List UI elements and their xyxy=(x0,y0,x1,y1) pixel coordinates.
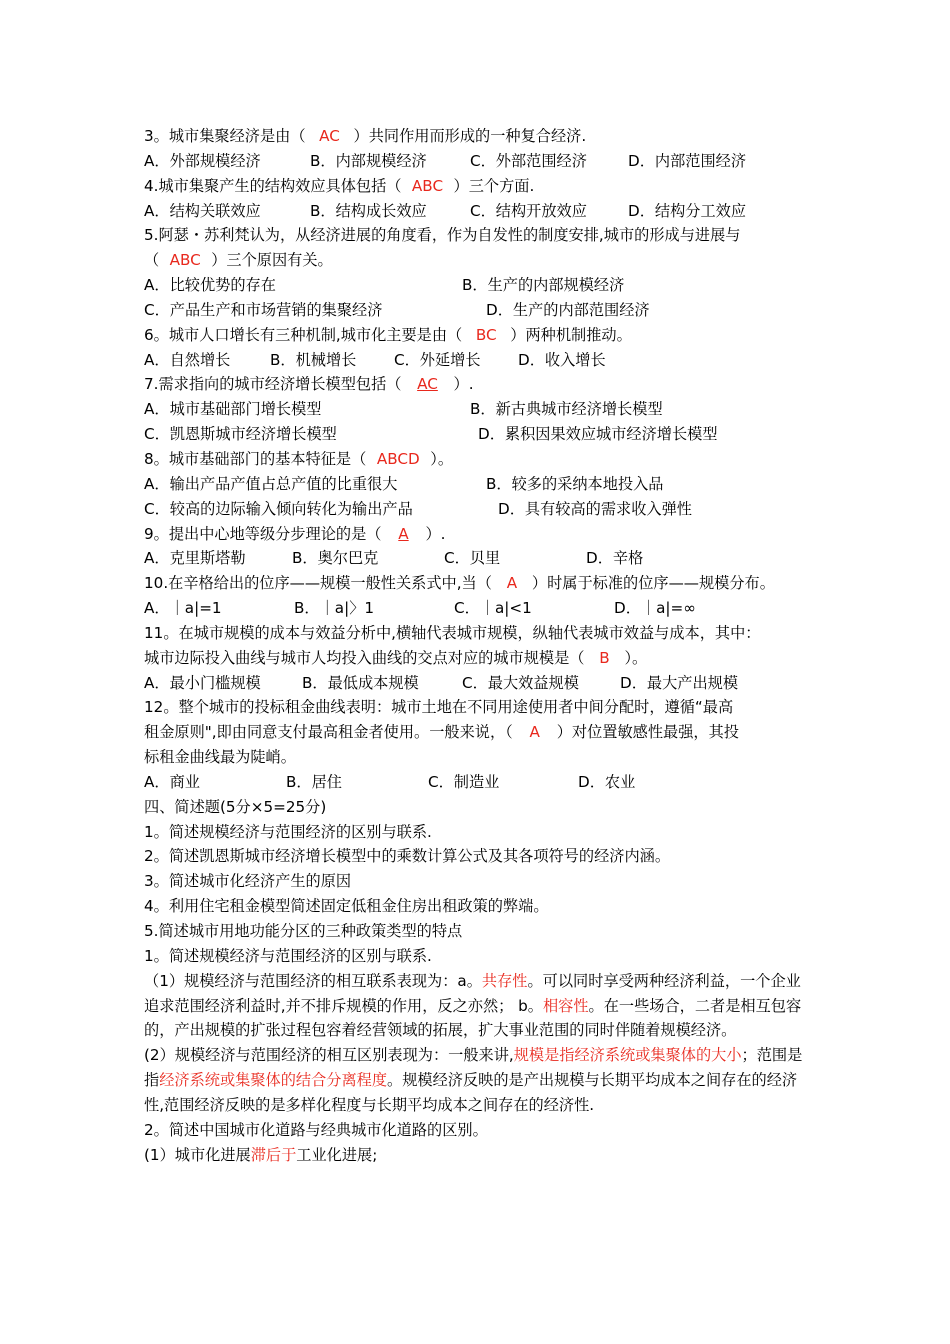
answer-1-p2-highlight-1: 规模是指经济系统或集聚体的大小 xyxy=(513,1046,742,1065)
question-12-cont xyxy=(144,720,814,745)
question-9 xyxy=(144,522,814,547)
answer-1-paragraph-1 xyxy=(144,969,814,1044)
question-12 xyxy=(144,695,814,720)
q5-option-d: D．生产的内部范围经济 xyxy=(486,300,650,319)
q7-answer: AC xyxy=(417,375,438,394)
question-5-cont xyxy=(144,248,814,273)
q4-stem-start: 4.城市集聚产生的结构效应具体包括（ xyxy=(144,176,402,195)
q4-option-c: C．结构开放效应 xyxy=(470,201,587,220)
q7-options-row1 xyxy=(144,397,814,422)
q7-stem-start: 7.需求指向的城市经济增长模型包括（ xyxy=(144,375,402,394)
section-4-question-1: 1。简述规模经济与范围经济的区别与联系. xyxy=(144,822,432,841)
q12-stem-line1: 12。整个城市的投标租金曲线表明：城市土地在不同用途使用者中间分配时，遵循“最高 xyxy=(144,698,734,717)
q11-stem-start: 城市边际投入曲线与城市人均投入曲线的交点对应的城市规模是（ xyxy=(144,648,585,667)
q11-option-d: D．最大产出规模 xyxy=(620,673,739,692)
q3-option-c: C．外部范围经济 xyxy=(470,151,587,170)
q9-answer: A xyxy=(398,524,409,543)
q8-answer: ABCD xyxy=(376,449,420,468)
q4-options xyxy=(144,199,814,224)
q10-options xyxy=(144,596,814,621)
q6-option-a: A．自然增长 xyxy=(144,350,231,369)
q12-option-c: C．制造业 xyxy=(428,772,500,791)
q8-option-c: C．较高的边际输入倾向转化为输出产品 xyxy=(144,499,413,518)
q5-option-b: B．生产的内部规模经济 xyxy=(462,276,625,295)
q6-option-d: D．收入增长 xyxy=(518,350,606,369)
q12-stem-end: ）对位置敏感性最强，其投 xyxy=(556,723,739,742)
section-4-question-2: 2。简述凯恩斯城市经济增长模型中的乘数计算公式及其各项符号的经济内涵。 xyxy=(144,847,671,866)
question-4 xyxy=(144,174,814,199)
q11-stem-end: ）。 xyxy=(624,648,648,667)
q11-option-c: C．最大效益规模 xyxy=(462,673,579,692)
q8-options-row2 xyxy=(144,497,814,522)
q7-option-b: B．新古典城市经济增长模型 xyxy=(470,400,663,419)
q4-stem-end: ）三个方面. xyxy=(453,176,535,195)
q9-option-b: B．奥尔巴克 xyxy=(292,549,379,568)
question-10 xyxy=(144,571,814,596)
answer-2-p1-text-a: (1）城市化进展 xyxy=(144,1145,251,1164)
q6-options xyxy=(144,348,814,373)
q12-stem-line3: 标租金曲线最为陡峭。 xyxy=(144,748,296,767)
q5-options-row1 xyxy=(144,273,814,298)
q6-answer: BC xyxy=(475,325,497,344)
q11-option-a: A．最小门槛规模 xyxy=(144,673,261,692)
answer-1-p2-text-b: ；范围是指 xyxy=(144,1046,803,1090)
q8-option-d: D．具有较高的需求收入弹性 xyxy=(498,499,692,518)
q5-option-a: A．比较优势的存在 xyxy=(144,276,276,295)
section-4-title: 四、简述题(5分×5=25分) xyxy=(144,797,327,816)
q12-option-d: D．农业 xyxy=(578,772,636,791)
document-page xyxy=(144,124,814,1167)
q3-option-d: D．内部范围经济 xyxy=(628,151,747,170)
answer-1-p2-highlight-2: 经济系统或集聚体的结合分离程度 xyxy=(159,1071,387,1090)
q12-option-a: A．商业 xyxy=(144,772,200,791)
question-12-cont2 xyxy=(144,745,814,770)
q10-option-b: B．｜a|〉1 xyxy=(294,599,375,618)
answer-1-paragraph-2 xyxy=(144,1043,814,1118)
question-8 xyxy=(144,447,814,472)
q4-option-d: D．结构分工效应 xyxy=(628,201,747,220)
q6-stem-start: 6。城市人口增长有三种机制,城市化主要是由（ xyxy=(144,325,463,344)
q7-stem-end: ）. xyxy=(453,375,474,394)
section-4-question-4: 4。利用住宅租金模型简述固定低租金住房出租政策的弊端。 xyxy=(144,897,549,916)
q12-options xyxy=(144,770,814,795)
q10-option-d: D．｜a|=∞ xyxy=(614,599,696,618)
q8-stem-end: ）。 xyxy=(430,449,454,468)
q12-answer: A xyxy=(529,723,540,742)
q8-option-a: A．输出产品产值占总产值的比重很大 xyxy=(144,474,398,493)
q11-options xyxy=(144,671,814,696)
q10-option-a: A．｜a|=1 xyxy=(144,599,222,618)
section-4-question-5: 5.简述城市用地功能分区的三种政策类型的特点 xyxy=(144,922,463,940)
q11-option-b: B．最低成本规模 xyxy=(302,673,419,692)
answer-1-p1-highlight-1: 共存性 xyxy=(481,971,528,990)
answer-1-p2-text-c: 。规模经济反映的是产出规模与长期平均成本之间存在的经济性,范围经济反映的是多样化程度与长期平均成本之间存在的经济性. xyxy=(144,1071,798,1114)
q9-options xyxy=(144,546,814,571)
q5-answer: ABC xyxy=(169,251,201,270)
q4-option-b: B．结构成长效应 xyxy=(310,201,427,220)
q10-answer: A xyxy=(506,574,518,593)
q8-option-b: B．较多的采纳本地投入品 xyxy=(486,474,664,493)
q7-option-d: D．累积因果效应城市经济增长模型 xyxy=(478,425,718,444)
answer-2-p1-text-b: 工业化进展; xyxy=(296,1145,378,1164)
q9-stem-end: ）. xyxy=(425,524,446,543)
answer-1-title: 1。简述规模经济与范围经济的区别与联系. xyxy=(144,946,432,965)
answer-1-p2-text-a: (2）规模经济与范围经济的相互区别表现为：一般来讲, xyxy=(144,1046,514,1065)
q3-option-a: A．外部规模经济 xyxy=(144,151,261,170)
question-6 xyxy=(144,323,814,348)
q3-stem-start: 3。城市集聚经济是由（ xyxy=(144,127,306,145)
q7-option-c: C．凯恩斯城市经济增长模型 xyxy=(144,425,337,444)
q10-option-c: C．｜a|<1 xyxy=(454,599,532,618)
q7-option-a: A．城市基础部门增长模型 xyxy=(144,400,322,419)
answer-1-p1-text-a: （1）规模经济与范围经济的相互联系表现为：a。 xyxy=(144,971,482,990)
q9-option-a: A．克里斯塔勒 xyxy=(144,549,246,568)
q11-stem-line1: 11。在城市规模的成本与效益分析中,横轴代表城市规模，纵轴代表城市效益与成本，其中： xyxy=(144,623,761,642)
q12-option-b: B．居住 xyxy=(286,772,342,791)
q10-stem-start: 10.在辛格给出的位序——规模一般性关系式中,当（ xyxy=(144,574,492,593)
q5-stem-line1: 5.阿瑟・苏利梵认为，从经济进展的角度看，作为自发性的制度安排,城市的形成与进展与 xyxy=(144,226,741,245)
q5-option-c: C．产品生产和市场营销的集聚经济 xyxy=(144,300,383,319)
q6-option-b: B．机械增长 xyxy=(270,350,357,369)
q6-stem-end: ）两种机制推动。 xyxy=(510,325,632,344)
answer-1-p1-highlight-2: 相容性 xyxy=(542,996,589,1015)
question-11-cont xyxy=(144,646,814,671)
answer-2-paragraph-1 xyxy=(144,1143,814,1168)
q8-options-row1 xyxy=(144,472,814,497)
q11-answer: B xyxy=(599,648,610,667)
answer-2-p1-highlight: 滞后于 xyxy=(250,1145,297,1164)
answer-1-p1-text-c: 。在一些场合，二者是相互包容的，产出规模的扩张过程包容着经营领域的拓展，扩大事业范围的同时伴随着规模经济。 xyxy=(144,996,802,1040)
q3-answer: AC xyxy=(319,127,340,145)
question-5 xyxy=(144,223,814,248)
q5-options-row2 xyxy=(144,298,814,323)
section-4-question-3: 3。简述城市化经济产生的原因 xyxy=(144,872,352,891)
question-11 xyxy=(144,621,814,646)
q5-stem-start: （ xyxy=(144,251,160,270)
q6-option-c: C．外延增长 xyxy=(394,350,481,369)
q5-stem-end: ）三个原因有关。 xyxy=(211,251,333,270)
question-7 xyxy=(144,372,814,397)
q12-stem-start: 租金原则",即由同意支付最高租金者使用。一般来说，（ xyxy=(144,723,513,742)
answer-2-title: 2。简述中国城市化道路与经典城市化道路的区别。 xyxy=(144,1120,488,1139)
q9-option-d: D．辛格 xyxy=(586,549,644,568)
q8-stem-start: 8。城市基础部门的基本特征是（ xyxy=(144,449,367,468)
q3-stem-end: ）共同作用而形成的一种复合经济. xyxy=(353,127,587,145)
q9-option-c: C．贝里 xyxy=(444,549,501,568)
q4-answer: ABC xyxy=(411,176,444,195)
q7-options-row2 xyxy=(144,422,814,447)
q3-options xyxy=(144,149,814,174)
q3-option-b: B．内部规模经济 xyxy=(310,151,427,170)
question-3 xyxy=(144,124,814,149)
q4-option-a: A．结构关联效应 xyxy=(144,201,261,220)
answer-1-p1-text-b: 。可以同时享受两种经济利益，一个企业追求范围经济利益时,并不排斥规模的作用，反之亦然； b。 xyxy=(144,971,801,1015)
q10-stem-end: ）时属于标准的位序——规模分布。 xyxy=(531,574,775,593)
q9-stem-start: 9。提出中心地等级分步理论的是（ xyxy=(144,524,382,543)
